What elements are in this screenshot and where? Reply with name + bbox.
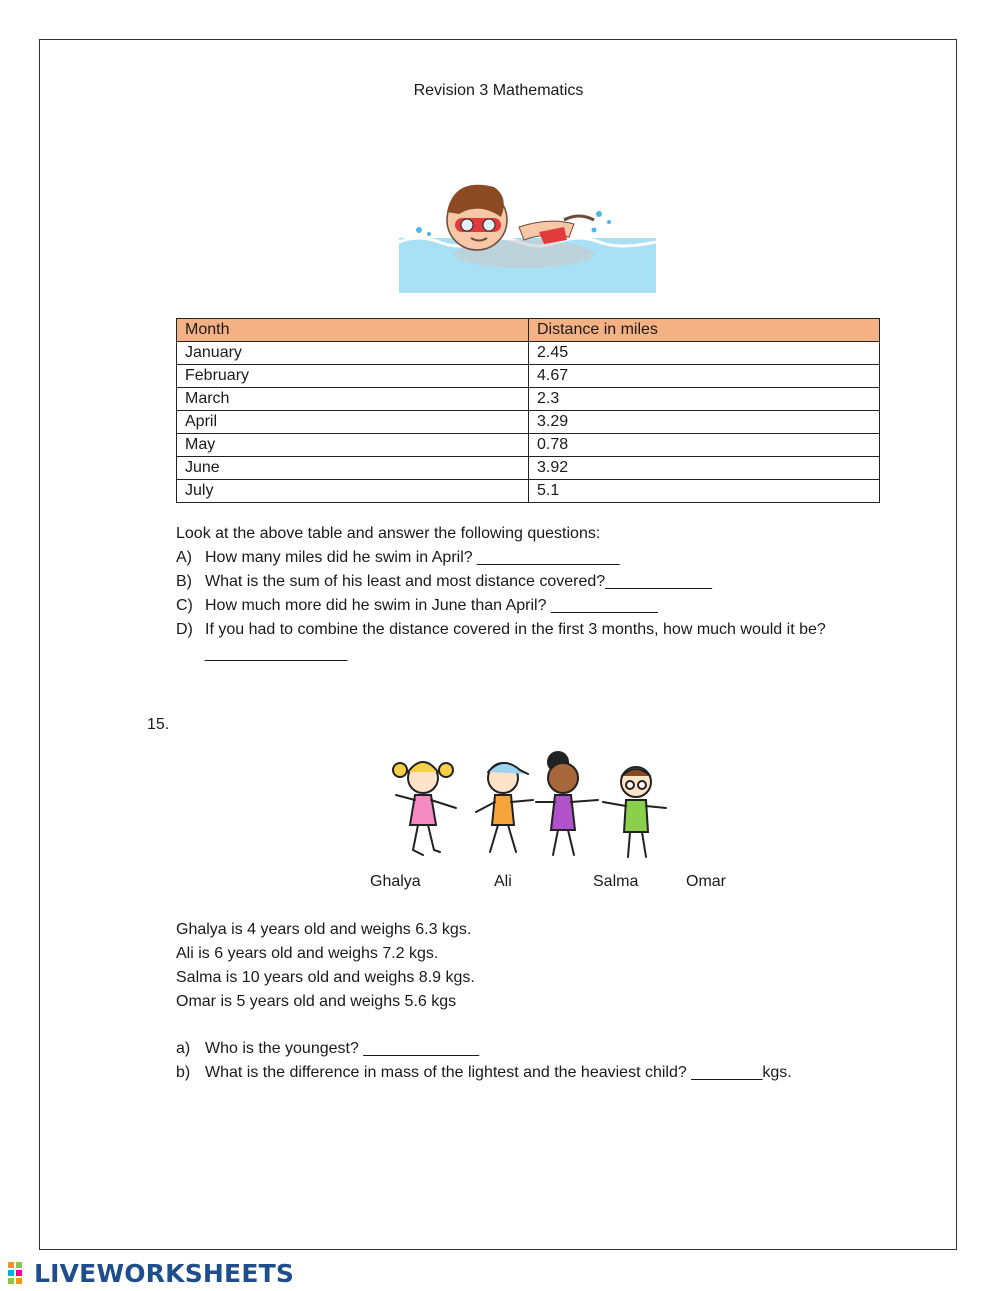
- question-list-1: [176, 546, 876, 666]
- answer-blank[interactable]: ________________: [477, 549, 620, 566]
- cell-distance: 0.78: [529, 434, 880, 457]
- swimmer-illustration: [399, 172, 656, 293]
- cell-distance: 4.67: [529, 365, 880, 388]
- question-text: Who is the youngest?: [205, 1040, 359, 1057]
- question-text: How many miles did he swim in April?: [205, 549, 473, 566]
- question-b: [176, 570, 876, 594]
- table-row: [177, 388, 880, 411]
- name-ali: Ali: [494, 873, 512, 890]
- children-illustration: [368, 740, 684, 868]
- question-a-youngest: [176, 1037, 792, 1061]
- question-text: If you had to combine the distance covered in the first 3 months, how much would it be?: [205, 621, 826, 638]
- cell-distance: 3.92: [529, 457, 880, 480]
- cell-month: June: [177, 457, 529, 480]
- question-a: [176, 546, 876, 570]
- question-label: C): [176, 597, 193, 614]
- cell-distance: 2.3: [529, 388, 880, 411]
- column-header-month: Month: [177, 319, 529, 342]
- question-c: [176, 594, 876, 618]
- fact-line: Ghalya is 4 years old and weighs 6.3 kgs.: [176, 921, 472, 938]
- cell-month: March: [177, 388, 529, 411]
- cell-distance: 2.45: [529, 342, 880, 365]
- cell-month: April: [177, 411, 529, 434]
- question-list-2: [176, 1037, 792, 1085]
- liveworksheets-logo: [8, 1256, 294, 1290]
- name-omar: Omar: [686, 873, 726, 890]
- table-row: [177, 365, 880, 388]
- cell-month: May: [177, 434, 529, 457]
- question-text: How much more did he swim in June than April?: [205, 597, 547, 614]
- question-number: 15.: [147, 716, 170, 733]
- table-row: [177, 434, 880, 457]
- question-label: A): [176, 549, 192, 566]
- fact-line: Ali is 6 years old and weighs 7.2 kgs.: [176, 945, 439, 962]
- question-label: b): [176, 1064, 191, 1081]
- question-b-mass-difference: [176, 1061, 792, 1085]
- answer-blank[interactable]: ________: [691, 1064, 763, 1081]
- questions-intro: Look at the above table and answer the following questions:: [176, 525, 601, 542]
- answer-blank[interactable]: ________________: [205, 645, 348, 662]
- column-header-distance: Distance in miles: [529, 319, 880, 342]
- answer-blank[interactable]: _____________: [363, 1040, 480, 1057]
- fact-line: Salma is 10 years old and weighs 8.9 kgs.: [176, 969, 475, 986]
- cell-month: January: [177, 342, 529, 365]
- question-label: D): [176, 621, 193, 638]
- table-row: [177, 411, 880, 434]
- logo-blocks-icon: [8, 1262, 30, 1284]
- cell-distance: 5.1: [529, 480, 880, 503]
- answer-blank[interactable]: ____________: [605, 573, 712, 590]
- table-row: [177, 342, 880, 365]
- table-row: [177, 457, 880, 480]
- table-row: [177, 480, 880, 503]
- logo-text[interactable]: LIVEWORKSHEETS: [34, 1258, 295, 1288]
- question-text: What is the difference in mass of the lightest and the heaviest child?: [205, 1064, 687, 1081]
- question-label: B): [176, 573, 192, 590]
- cell-distance: 3.29: [529, 411, 880, 434]
- distance-table: [176, 318, 880, 503]
- cell-month: July: [177, 480, 529, 503]
- page-title: Revision 3 Mathematics: [413, 82, 584, 99]
- cell-month: February: [177, 365, 529, 388]
- question-d: [176, 618, 876, 666]
- unit-suffix: kgs.: [762, 1064, 792, 1081]
- name-ghalya: Ghalya: [370, 873, 421, 890]
- question-text: What is the sum of his least and most distance covered?: [205, 573, 606, 590]
- table-header-row: [177, 319, 880, 342]
- fact-line: Omar is 5 years old and weighs 5.6 kgs: [176, 993, 457, 1010]
- answer-blank[interactable]: ____________: [550, 597, 658, 614]
- name-salma: Salma: [593, 873, 639, 890]
- question-label: a): [176, 1040, 191, 1057]
- children-facts: [176, 918, 475, 1014]
